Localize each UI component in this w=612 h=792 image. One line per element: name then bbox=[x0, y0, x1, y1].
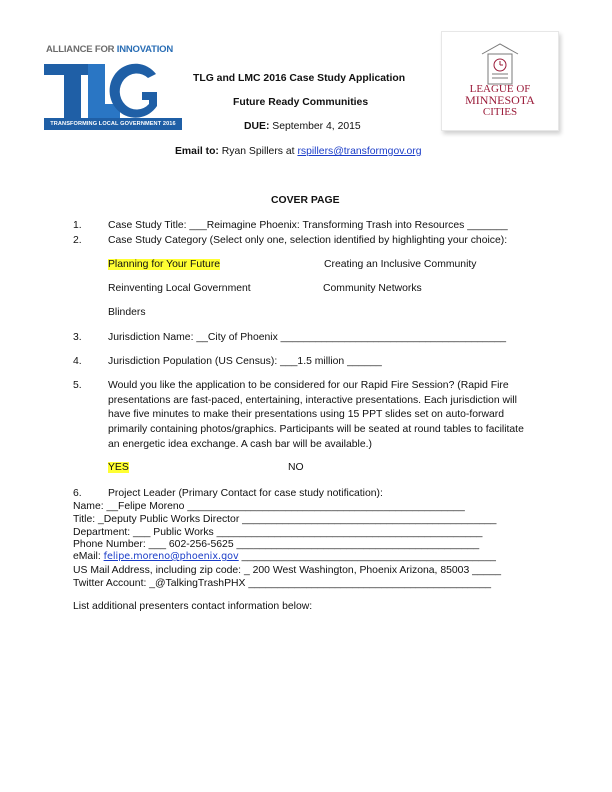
case-study-category-label: Case Study Category (Select only one, selection identified by highlighting your choice): bbox=[108, 235, 508, 246]
lmc-line2: MINNESOTA bbox=[465, 93, 535, 107]
item-number-1: 1. bbox=[73, 220, 82, 231]
contact-department: Department: ___ Public Works ______________________________________________ bbox=[73, 527, 483, 538]
alliance-label: ALLIANCE FOR bbox=[46, 44, 115, 55]
category-networks: Community Networks bbox=[323, 283, 422, 294]
email-line bbox=[175, 146, 422, 157]
contact-twitter: Twitter Account: _@TalkingTrashPHX __________________________________________ bbox=[73, 578, 492, 589]
contact-email-line bbox=[73, 551, 496, 562]
due-line bbox=[244, 121, 361, 132]
clock-tower-icon bbox=[476, 38, 524, 86]
rapid-fire-no: NO bbox=[288, 462, 304, 473]
application-title: TLG and LMC 2016 Case Study Application bbox=[193, 73, 406, 84]
cover-page-title: COVER PAGE bbox=[271, 195, 340, 206]
item-number-3: 3. bbox=[73, 332, 82, 343]
item-number-5: 5. bbox=[73, 380, 82, 391]
tlg-logo bbox=[44, 44, 182, 134]
contact-mail-address: US Mail Address, including zip code: _ 200 West Washington, Phoenix Arizona, 85003 _____ bbox=[73, 565, 502, 576]
jurisdiction-name: Jurisdiction Name: __City of Phoenix _______________________________________ bbox=[108, 332, 507, 343]
item-number-6: 6. bbox=[73, 488, 82, 499]
category-planning-selected: Planning for Your Future bbox=[108, 259, 221, 270]
contact-email-blank: ____________________________________________ bbox=[238, 551, 496, 562]
contact-phone: Phone Number: ___ 602-256-5625 __________________________________________ bbox=[73, 539, 480, 550]
email-recipient: Ryan Spillers at bbox=[221, 146, 295, 157]
application-subtitle: Future Ready Communities bbox=[233, 97, 369, 108]
item-number-2: 2. bbox=[73, 235, 82, 246]
contact-email-link[interactable]: felipe.moreno@phoenix.gov bbox=[103, 551, 239, 562]
category-reinventing: Reinventing Local Government bbox=[108, 283, 251, 294]
additional-presenters-note: List additional presenters contact information below: bbox=[73, 601, 313, 612]
lmc-line3: CITIES bbox=[482, 106, 518, 118]
tlg-letters-graphic bbox=[44, 56, 182, 118]
category-blinders: Blinders bbox=[108, 307, 146, 318]
case-study-title: Case Study Title: ___Reimagine Phoenix: Transforming Trash into Resources _______ bbox=[108, 220, 508, 231]
contact-email-label: eMail: bbox=[73, 551, 101, 562]
email-label: Email to: bbox=[175, 146, 219, 157]
contact-title: Title: _Deputy Public Works Director ____________________________________________ bbox=[73, 514, 497, 525]
project-leader-label: Project Leader (Primary Contact for case study notification): bbox=[108, 488, 383, 499]
email-address-link[interactable]: rspillers@transformgov.org bbox=[297, 146, 422, 157]
jurisdiction-population: Jurisdiction Population (US Census): ___1.5 million ______ bbox=[108, 356, 382, 367]
innovation-label: INNOVATION bbox=[116, 44, 174, 55]
rapid-fire-question: Would you like the application to be considered for our Rapid Fire Session? (Rapid Fire presentations are fast-paced, entertaining, interactive presentations. Each jurisdiction will have five minutes to make their presentations using 15 PPT slides set on auto-forward primarily containing photos/graphics. Participants will be seated at round tables to facilitate an energetic idea exchange. A cash bar will be available.) bbox=[108, 380, 524, 450]
lmc-logo bbox=[441, 31, 559, 131]
rapid-fire-yes-selected: YES bbox=[108, 462, 129, 473]
item-number-4: 4. bbox=[73, 356, 82, 367]
due-label: DUE: bbox=[244, 121, 270, 132]
due-date: September 4, 2015 bbox=[272, 121, 361, 132]
lmc-line1: LEAGUE OF bbox=[469, 83, 531, 95]
category-inclusive: Creating an Inclusive Community bbox=[324, 259, 477, 270]
tlg-tagline: TRANSFORMING LOCAL GOVERNMENT 2016 bbox=[44, 118, 182, 130]
alliance-logo-text bbox=[46, 44, 173, 55]
contact-name: Name: __Felipe Moreno ________________________________________________ bbox=[73, 501, 465, 512]
